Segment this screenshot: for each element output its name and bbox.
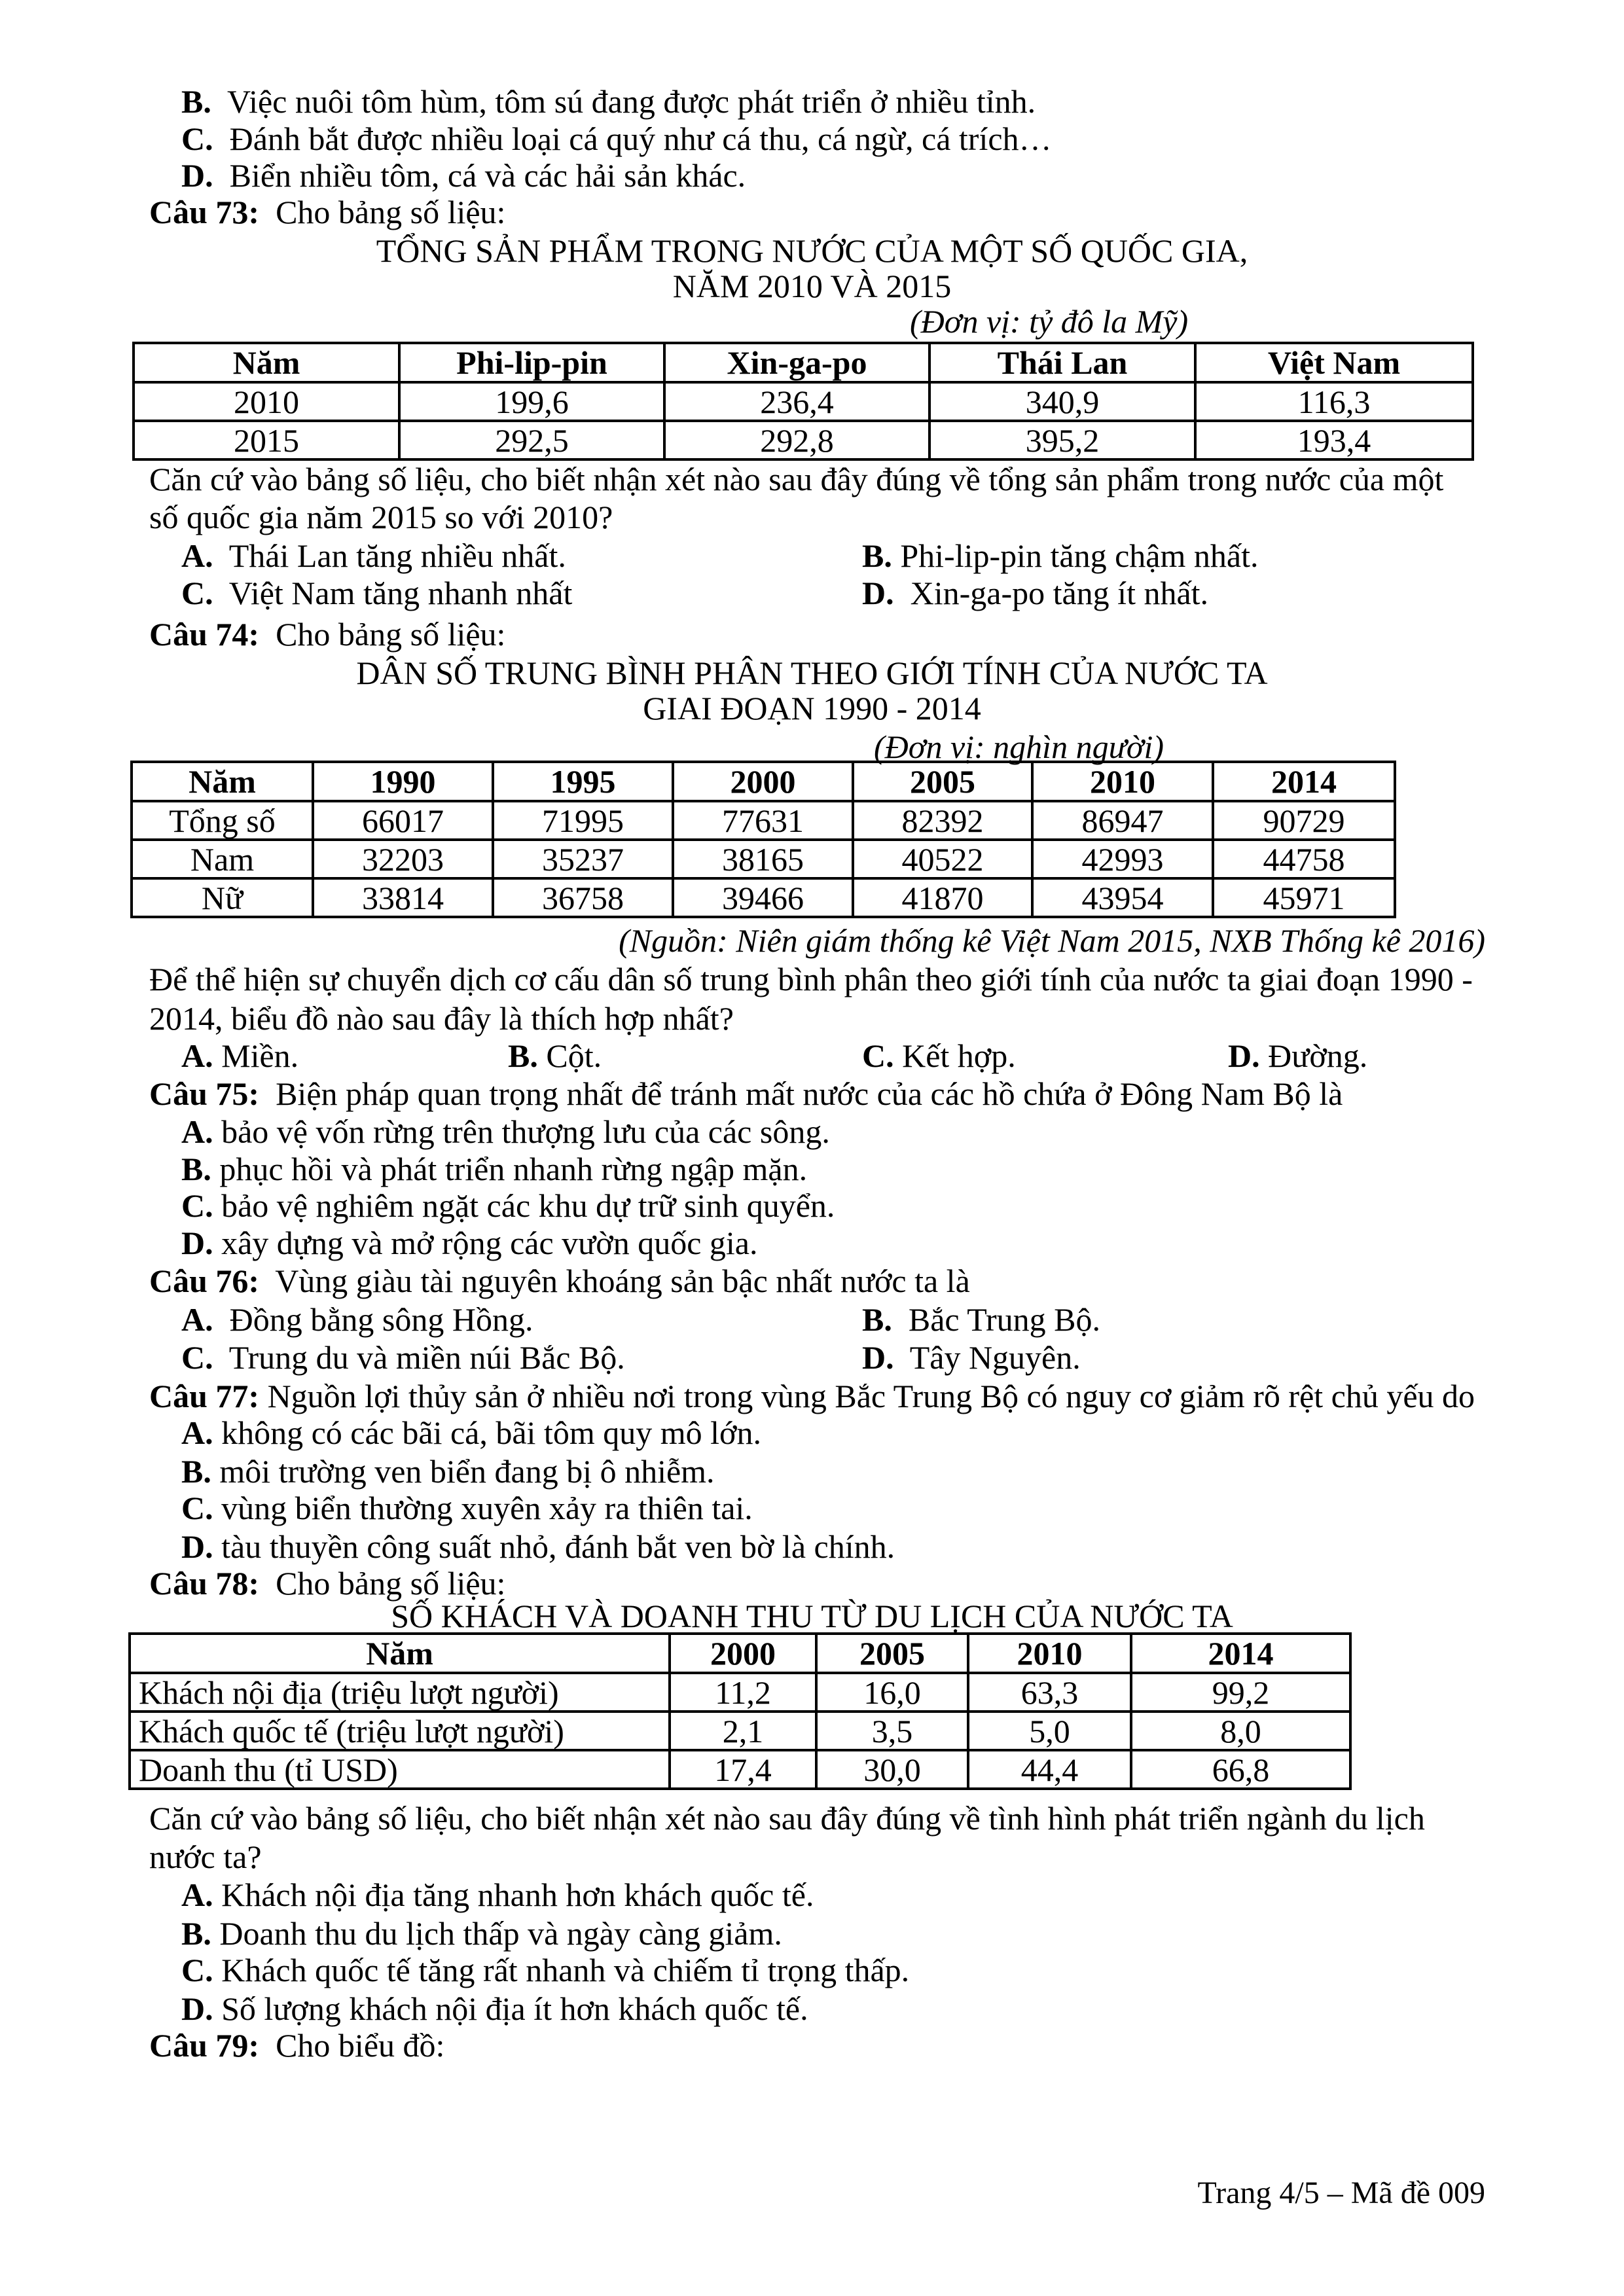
table-cell: 42993: [1032, 840, 1213, 878]
q78-option-b[interactable]: B. Doanh thu du lịch thấp và ngày càng giảm.: [181, 1915, 782, 1952]
q73-option-b[interactable]: B. Phi-lip-pin tăng chậm nhất.: [862, 537, 1259, 574]
header-cell: 2000: [670, 1634, 816, 1673]
question-number: Câu 74:: [149, 616, 260, 653]
question-number: Câu 78:: [149, 1565, 260, 1602]
table-cell: 199,6: [399, 382, 664, 421]
table-cell: 71995: [493, 801, 673, 840]
header-cell: Năm: [134, 343, 399, 382]
q76-option-b[interactable]: B. Bắc Trung Bộ.: [862, 1301, 1100, 1338]
q77-option-c[interactable]: C. vùng biển thường xuyên xảy ra thiên tai.: [181, 1490, 753, 1526]
header-cell: 2014: [1213, 762, 1395, 801]
q78-option-d[interactable]: D. Số lượng khách nội địa ít hơn khách quốc tế.: [181, 1990, 808, 2027]
q73-option-a[interactable]: A. Thái Lan tăng nhiều nhất.: [181, 537, 566, 574]
q73-question-line-1: Căn cứ vào bảng số liệu, cho biết nhận xét nào sau đây đúng về tổng sản phẩm trong nước của một: [149, 461, 1444, 497]
header-cell: 1995: [493, 762, 673, 801]
table-row: [130, 1750, 1350, 1789]
q78-option-a[interactable]: A. Khách nội địa tăng nhanh hơn khách quốc tế.: [181, 1876, 814, 1913]
q73-option-c[interactable]: C. Việt Nam tăng nhanh nhất: [181, 575, 573, 611]
table-cell: Khách quốc tế (triệu lượt người): [130, 1712, 670, 1750]
header-cell: 2005: [816, 1634, 968, 1673]
table-cell: 32203: [313, 840, 493, 878]
header-cell: Năm: [132, 762, 313, 801]
q73-unit: (Đơn vị: tỷ đô la Mỹ): [910, 303, 1189, 340]
table-cell: 292,5: [399, 421, 664, 459]
table-cell: 5,0: [968, 1712, 1131, 1750]
q74-question-line-1: Để thể hiện sự chuyển dịch cơ cấu dân số trung bình phân theo giới tính của nước ta giai đoạn 1990 -: [149, 961, 1473, 997]
table-cell: Nam: [132, 840, 313, 878]
table-cell: 30,0: [816, 1750, 968, 1789]
q75-header: Câu 75: Biện pháp quan trọng nhất để tránh mất nước của các hồ chứa ở Đông Nam Bộ là: [149, 1075, 1343, 1112]
q74-question-line-2: 2014, biểu đồ nào sau đây là thích hợp nhất?: [149, 1000, 734, 1037]
table-cell: 17,4: [670, 1750, 816, 1789]
q75-option-b[interactable]: B. phục hồi và phát triển nhanh rừng ngập mặn.: [181, 1151, 808, 1187]
q76-option-a[interactable]: A. Đồng bằng sông Hồng.: [181, 1301, 533, 1338]
table-cell: 45971: [1213, 878, 1395, 917]
q75-option-d[interactable]: D. xây dựng và mở rộng các vườn quốc gia.: [181, 1225, 758, 1261]
table-row: [132, 840, 1395, 878]
table-cell: 43954: [1032, 878, 1213, 917]
table-cell: 35237: [493, 840, 673, 878]
q78-question-line-2: nước ta?: [149, 1839, 262, 1875]
q74-table-title-2: GIAI ĐOẠN 1990 - 2014: [643, 690, 981, 726]
table-cell: 77631: [673, 801, 853, 840]
q78-question-line-1: Căn cứ vào bảng số liệu, cho biết nhận xét nào sau đây đúng về tình hình phát triển ngành du lịch: [149, 1800, 1425, 1837]
q74-header: Câu 74: Cho bảng số liệu:: [149, 616, 506, 653]
table-row: [130, 1712, 1350, 1750]
header-cell: 2010: [1032, 762, 1213, 801]
header-cell: Xin-ga-po: [664, 343, 929, 382]
table-cell: 2010: [134, 382, 399, 421]
table-cell: 3,5: [816, 1712, 968, 1750]
q74-table-title-1: DÂN SỐ TRUNG BÌNH PHÂN THEO GIỚI TÍNH CỦA NƯỚC TA: [356, 655, 1268, 691]
q76-option-d[interactable]: D. Tây Nguyên.: [862, 1339, 1081, 1376]
q73-option-d[interactable]: D. Xin-ga-po tăng ít nhất.: [862, 575, 1209, 611]
q77-option-a[interactable]: A. không có các bãi cá, bãi tôm quy mô lớn.: [181, 1414, 761, 1451]
q73-question-line-2: số quốc gia năm 2015 so với 2010?: [149, 499, 613, 535]
table-cell: 44,4: [968, 1750, 1131, 1789]
table-cell: 292,8: [664, 421, 929, 459]
table-header-row: [132, 762, 1395, 801]
header-cell: Phi-lip-pin: [399, 343, 664, 382]
table-row: [134, 382, 1473, 421]
q73-table-title-1: TỔNG SẢN PHẨM TRONG NƯỚC CỦA MỘT SỐ QUỐC GIA,: [376, 232, 1248, 269]
question-number: Câu 75:: [149, 1075, 260, 1112]
q75-option-a[interactable]: A. bảo vệ vốn rừng trên thượng lưu của các sông.: [181, 1113, 830, 1150]
table-cell: 99,2: [1131, 1673, 1350, 1712]
table-row: [132, 878, 1395, 917]
table-cell: Nữ: [132, 878, 313, 917]
q74-option-a[interactable]: A. Miền.: [181, 1037, 299, 1074]
table-row: [132, 801, 1395, 840]
question-number: Câu 76:: [149, 1263, 260, 1299]
q77-option-d[interactable]: D. tàu thuyền công suất nhỏ, đánh bắt ven bờ là chính.: [181, 1528, 895, 1565]
q78-table-title: SỐ KHÁCH VÀ DOANH THU TỪ DU LỊCH CỦA NƯỚC TA: [391, 1598, 1233, 1634]
table-cell: Tổng số: [132, 801, 313, 840]
q79-header: Câu 79: Cho biểu đồ:: [149, 2027, 445, 2064]
option-b: B. Việc nuôi tôm hùm, tôm sú đang được phát triển ở nhiều tỉnh.: [181, 83, 1036, 120]
table-cell: 2,1: [670, 1712, 816, 1750]
table-cell: 86947: [1032, 801, 1213, 840]
question-number: Câu 79:: [149, 2027, 260, 2064]
q73-table-title-2: NĂM 2010 VÀ 2015: [672, 268, 952, 304]
q76-header: Câu 76: Vùng giàu tài nguyên khoáng sản bậc nhất nước ta là: [149, 1263, 970, 1299]
header-cell: 2014: [1131, 1634, 1350, 1673]
header-cell: 2005: [853, 762, 1032, 801]
table-cell: 63,3: [968, 1673, 1131, 1712]
page-footer: Trang 4/5 – Mã đề 009: [1197, 2176, 1485, 2210]
q78-option-c[interactable]: C. Khách quốc tế tăng rất nhanh và chiếm tỉ trọng thấp.: [181, 1952, 910, 1988]
table-cell: 66017: [313, 801, 493, 840]
table-cell: Doanh thu (tỉ USD): [130, 1750, 670, 1789]
header-cell: 1990: [313, 762, 493, 801]
option-c: C. Đánh bắt được nhiều loại cá quý như cá thu, cá ngừ, cá trích…: [181, 120, 1052, 157]
q77-header: Câu 77: Nguồn lợi thủy sản ở nhiều nơi trong vùng Bắc Trung Bộ có nguy cơ giảm rõ rệt chủ yếu do: [149, 1378, 1475, 1414]
table-row: [130, 1673, 1350, 1712]
table-header-row: [130, 1634, 1350, 1673]
table-cell: 66,8: [1131, 1750, 1350, 1789]
q75-option-c[interactable]: C. bảo vệ nghiêm ngặt các khu dự trữ sinh quyển.: [181, 1187, 835, 1224]
question-number: Câu 77:: [149, 1378, 260, 1414]
q74-unit: (Đơn vị: nghìn người): [874, 728, 1164, 765]
table-cell: 8,0: [1131, 1712, 1350, 1750]
table-cell: Khách nội địa (triệu lượt người): [130, 1673, 670, 1712]
q74-option-b[interactable]: B. Cột.: [508, 1037, 602, 1074]
header-cell: Năm: [130, 1634, 670, 1673]
q76-option-c[interactable]: C. Trung du và miền núi Bắc Bộ.: [181, 1339, 625, 1376]
header-cell: 2000: [673, 762, 853, 801]
table-cell: 340,9: [929, 382, 1195, 421]
table-cell: 2015: [134, 421, 399, 459]
header-cell: Thái Lan: [929, 343, 1195, 382]
table-cell: 36758: [493, 878, 673, 917]
q73-header: Câu 73: Cho bảng số liệu:: [149, 194, 506, 230]
q73-gdp-table: [132, 342, 1474, 461]
table-cell: 395,2: [929, 421, 1195, 459]
table-cell: 39466: [673, 878, 853, 917]
table-row: [134, 421, 1473, 459]
q74-population-table: [130, 761, 1396, 918]
header-cell: 2010: [968, 1634, 1131, 1673]
table-cell: 116,3: [1195, 382, 1473, 421]
table-cell: 193,4: [1195, 421, 1473, 459]
table-cell: 82392: [853, 801, 1032, 840]
q74-option-d[interactable]: D. Đường.: [1228, 1037, 1368, 1074]
table-cell: 40522: [853, 840, 1032, 878]
table-cell: 33814: [313, 878, 493, 917]
q78-header: Câu 78: Cho bảng số liệu:: [149, 1565, 506, 1602]
q78-tourism-table: [128, 1632, 1352, 1790]
table-cell: 38165: [673, 840, 853, 878]
q74-option-c[interactable]: C. Kết hợp.: [862, 1037, 1016, 1074]
table-header-row: [134, 343, 1473, 382]
table-cell: 236,4: [664, 382, 929, 421]
table-cell: 16,0: [816, 1673, 968, 1712]
question-number: Câu 73:: [149, 194, 260, 230]
table-cell: 11,2: [670, 1673, 816, 1712]
option-d: D. Biển nhiều tôm, cá và các hải sản khác.: [181, 157, 746, 194]
table-cell: 41870: [853, 878, 1032, 917]
table-cell: 90729: [1213, 801, 1395, 840]
table-cell: 44758: [1213, 840, 1395, 878]
q77-option-b[interactable]: B. môi trường ven biển đang bị ô nhiễm.: [181, 1453, 715, 1490]
q74-source: (Nguồn: Niên giám thống kê Việt Nam 2015, NXB Thống kê 2016): [619, 922, 1485, 959]
header-cell: Việt Nam: [1195, 343, 1473, 382]
